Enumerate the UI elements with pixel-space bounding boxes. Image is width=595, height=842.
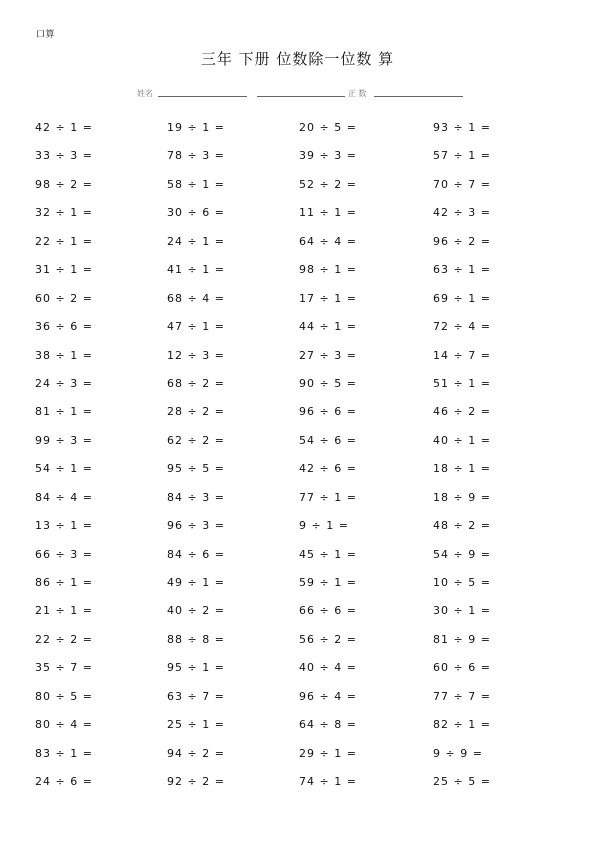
division-problem: 69 ÷ 1 = <box>433 291 491 305</box>
name-field-line[interactable] <box>158 96 247 97</box>
division-problem: 47 ÷ 1 = <box>167 320 225 334</box>
problem-row <box>35 690 575 718</box>
problem-row <box>35 263 575 291</box>
problem-row <box>35 661 575 689</box>
problem-row <box>35 747 575 775</box>
division-problem: 40 ÷ 2 = <box>167 604 225 618</box>
division-problem: 77 ÷ 1 = <box>299 490 357 504</box>
division-problem: 56 ÷ 2 = <box>299 632 357 646</box>
problem-row <box>35 121 575 149</box>
score-label: 正 数 <box>348 89 367 98</box>
problem-row <box>35 149 575 177</box>
student-info-row <box>0 86 595 100</box>
problem-row <box>35 491 575 519</box>
division-problem: 84 ÷ 4 = <box>35 490 93 504</box>
division-problem: 72 ÷ 4 = <box>433 320 491 334</box>
division-problem: 30 ÷ 6 = <box>167 206 225 220</box>
division-problem: 58 ÷ 1 = <box>167 177 225 191</box>
division-problem: 96 ÷ 2 = <box>433 234 491 248</box>
division-problem: 24 ÷ 6 = <box>35 775 93 789</box>
division-problem: 25 ÷ 1 = <box>167 718 225 732</box>
division-problem: 96 ÷ 4 = <box>299 689 357 703</box>
division-problem: 80 ÷ 5 = <box>35 689 93 703</box>
division-problem: 18 ÷ 1 = <box>433 462 491 476</box>
problem-row <box>35 775 575 803</box>
score-field-line[interactable] <box>374 96 463 97</box>
division-problem: 18 ÷ 9 = <box>433 490 491 504</box>
division-problem: 36 ÷ 6 = <box>35 320 93 334</box>
division-problem: 46 ÷ 2 = <box>433 405 491 419</box>
division-problem: 12 ÷ 3 = <box>167 348 225 362</box>
division-problem: 22 ÷ 1 = <box>35 234 93 248</box>
division-problem: 39 ÷ 3 = <box>299 149 357 163</box>
problem-row <box>35 206 575 234</box>
division-problem: 82 ÷ 1 = <box>433 718 491 732</box>
division-problem: 41 ÷ 1 = <box>167 263 225 277</box>
division-problem: 22 ÷ 2 = <box>35 632 93 646</box>
division-problem: 96 ÷ 3 = <box>167 519 225 533</box>
division-problem: 94 ÷ 2 = <box>167 746 225 760</box>
division-problem: 88 ÷ 8 = <box>167 632 225 646</box>
division-problem: 9 ÷ 1 = <box>299 519 349 533</box>
division-problem: 99 ÷ 3 = <box>35 433 93 447</box>
page-title: 三年 下册 位数除一位数 算 <box>200 50 395 68</box>
division-problem: 54 ÷ 9 = <box>433 547 491 561</box>
division-problem: 14 ÷ 7 = <box>433 348 491 362</box>
division-problem: 60 ÷ 2 = <box>35 291 93 305</box>
problem-row <box>35 576 575 604</box>
problem-row <box>35 548 575 576</box>
division-problem: 63 ÷ 7 = <box>167 689 225 703</box>
division-problem: 80 ÷ 4 = <box>35 718 93 732</box>
division-problem: 84 ÷ 6 = <box>167 547 225 561</box>
division-problem: 74 ÷ 1 = <box>299 775 357 789</box>
blank-field-line[interactable] <box>257 96 345 97</box>
problem-row <box>35 349 575 377</box>
division-problem: 25 ÷ 5 = <box>433 775 491 789</box>
division-problem: 42 ÷ 1 = <box>35 121 93 134</box>
division-problem: 98 ÷ 2 = <box>35 177 93 191</box>
problem-row <box>35 718 575 746</box>
division-problem: 59 ÷ 1 = <box>299 576 357 589</box>
division-problem: 13 ÷ 1 = <box>35 519 93 533</box>
problem-row <box>35 462 575 490</box>
division-problem: 92 ÷ 2 = <box>167 775 225 789</box>
division-problem: 78 ÷ 3 = <box>167 149 225 163</box>
division-problem: 68 ÷ 4 = <box>167 291 225 305</box>
division-problem: 81 ÷ 1 = <box>35 405 93 419</box>
division-problem: 38 ÷ 1 = <box>35 348 93 362</box>
division-problem: 44 ÷ 1 = <box>299 320 357 334</box>
division-problem: 31 ÷ 1 = <box>35 263 93 277</box>
division-problem: 93 ÷ 1 = <box>433 121 491 134</box>
division-problem: 48 ÷ 2 = <box>433 519 491 533</box>
division-problem: 42 ÷ 3 = <box>433 206 491 220</box>
division-problem: 68 ÷ 2 = <box>167 376 225 390</box>
division-problem: 66 ÷ 3 = <box>35 547 93 561</box>
division-problem: 40 ÷ 4 = <box>299 661 357 675</box>
division-problem: 42 ÷ 6 = <box>299 462 357 476</box>
division-problem: 27 ÷ 3 = <box>299 348 357 362</box>
division-problem: 81 ÷ 9 = <box>433 632 491 646</box>
division-problem: 54 ÷ 1 = <box>35 462 93 476</box>
division-problem: 35 ÷ 7 = <box>35 661 93 675</box>
division-problem: 95 ÷ 5 = <box>167 462 225 476</box>
division-problem: 95 ÷ 1 = <box>167 661 225 675</box>
division-problem: 64 ÷ 8 = <box>299 718 357 732</box>
division-problem: 32 ÷ 1 = <box>35 206 93 220</box>
division-problem: 10 ÷ 5 = <box>433 576 491 589</box>
problem-grid <box>35 121 575 804</box>
division-problem: 28 ÷ 2 = <box>167 405 225 419</box>
problem-row <box>35 633 575 661</box>
division-problem: 17 ÷ 1 = <box>299 291 357 305</box>
division-problem: 54 ÷ 6 = <box>299 433 357 447</box>
division-problem: 20 ÷ 5 = <box>299 121 357 134</box>
problem-row <box>35 405 575 433</box>
division-problem: 24 ÷ 1 = <box>167 234 225 248</box>
division-problem: 77 ÷ 7 = <box>433 689 491 703</box>
division-problem: 49 ÷ 1 = <box>167 576 225 589</box>
division-problem: 29 ÷ 1 = <box>299 746 357 760</box>
problem-row <box>35 178 575 206</box>
division-problem: 40 ÷ 1 = <box>433 433 491 447</box>
problem-row <box>35 235 575 263</box>
division-problem: 96 ÷ 6 = <box>299 405 357 419</box>
division-problem: 19 ÷ 1 = <box>167 121 225 134</box>
problem-row <box>35 320 575 348</box>
worksheet-type-label: 口算 <box>36 30 56 40</box>
division-problem: 9 ÷ 9 = <box>433 746 483 760</box>
division-problem: 21 ÷ 1 = <box>35 604 93 618</box>
division-problem: 86 ÷ 1 = <box>35 576 93 589</box>
name-label: 姓名 <box>137 89 153 98</box>
division-problem: 51 ÷ 1 = <box>433 376 491 390</box>
division-problem: 63 ÷ 1 = <box>433 263 491 277</box>
problem-row <box>35 377 575 405</box>
division-problem: 70 ÷ 7 = <box>433 177 491 191</box>
division-problem: 57 ÷ 1 = <box>433 149 491 163</box>
problem-row <box>35 604 575 632</box>
division-problem: 83 ÷ 1 = <box>35 746 93 760</box>
division-problem: 98 ÷ 1 = <box>299 263 357 277</box>
division-problem: 45 ÷ 1 = <box>299 547 357 561</box>
division-problem: 90 ÷ 5 = <box>299 376 357 390</box>
division-problem: 11 ÷ 1 = <box>299 206 357 220</box>
division-problem: 52 ÷ 2 = <box>299 177 357 191</box>
division-problem: 33 ÷ 3 = <box>35 149 93 163</box>
division-problem: 66 ÷ 6 = <box>299 604 357 618</box>
division-problem: 64 ÷ 4 = <box>299 234 357 248</box>
problem-row <box>35 434 575 462</box>
division-problem: 30 ÷ 1 = <box>433 604 491 618</box>
division-problem: 84 ÷ 3 = <box>167 490 225 504</box>
division-problem: 62 ÷ 2 = <box>167 433 225 447</box>
division-problem: 60 ÷ 6 = <box>433 661 491 675</box>
problem-row <box>35 519 575 547</box>
problem-row <box>35 292 575 320</box>
division-problem: 24 ÷ 3 = <box>35 376 93 390</box>
